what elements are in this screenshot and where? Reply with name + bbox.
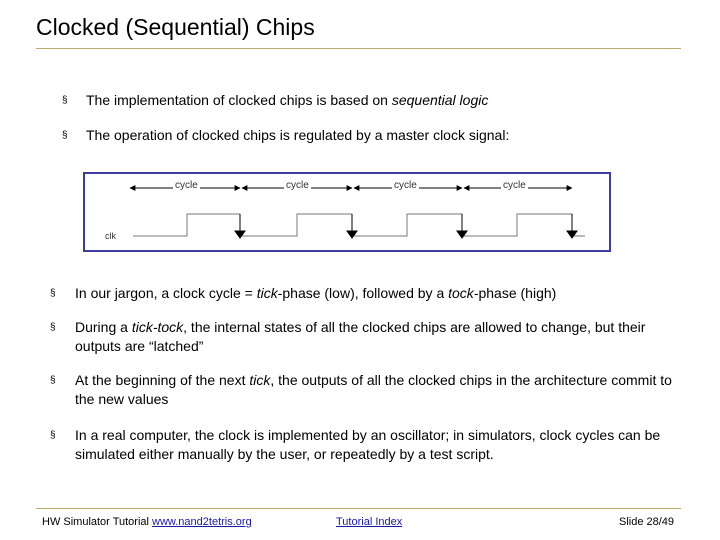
bullet-text-part: , the outputs of all the clocked chips in the architecture commit to the new values [75,372,672,407]
bullet-marker: § [62,130,68,141]
clk-label: clk [105,231,116,241]
bullet-text: The operation of clocked chips is regulated by a master clock signal: [86,127,510,143]
bullet-text-part: In our jargon, a clock cycle = [75,285,257,301]
bullet-item [50,318,690,356]
bullet-marker: § [62,95,68,106]
clock-wave [133,214,585,236]
tick-arrow-icon [347,231,357,238]
cycle-label: cycle [286,180,309,191]
clock-signal-diagram [83,172,611,252]
bullet-item [62,126,509,145]
bullet-item [50,284,690,303]
footer-credit-text: HW Simulator Tutorial [42,516,153,528]
footer-nav [336,516,402,528]
bullet-emphasis: tick [249,372,271,388]
title-divider [36,48,681,49]
footer-divider [36,508,681,509]
tick-arrow-icon [567,231,577,238]
bullet-emphasis: sequential logic [391,92,489,108]
bullet-text [75,318,690,356]
bullet-marker: § [50,430,56,441]
bullet-item [50,371,690,409]
slide-number: Slide 28/49 [619,516,675,528]
bullet-emphasis: tick-tock [131,319,184,335]
bullet-emphasis: tock [448,285,474,301]
slide-title: Clocked (Sequential) Chips [36,14,315,40]
bullet-text-part: The implementation of clocked chips is based on [86,92,392,108]
cycle-label: cycle [175,180,198,191]
tick-arrow-icon [235,231,245,238]
bullet-marker: § [50,375,56,386]
bullet-item [50,426,690,464]
bullet-text-part: During a [75,319,132,335]
clock-waveform [85,174,609,250]
bullet-text [75,284,690,303]
bullet-emphasis: tick [256,285,278,301]
cycle-label: cycle [503,180,526,191]
bullet-text-part: At the beginning of the next [75,372,250,388]
bullet-text-part: , the internal states of all the clocked chips are allowed to change, but their outputs are “latched” [75,319,646,354]
footer-credit [42,516,252,528]
bullet-text-part: -phase (low), followed by a [277,285,449,301]
website-link[interactable]: www.nand2tetris.org [152,516,252,528]
cycle-label: cycle [394,180,417,191]
bullet-text-part: -phase (high) [473,285,557,301]
bullet-text [86,91,488,110]
bullet-text [75,371,690,409]
bullet-text: In a real computer, the clock is implemented by an oscillator; in simulators, clock cycles can be simulated either manually by the user, or repeatedly by a test script. [75,427,661,462]
tick-arrow-icon [457,231,467,238]
tutorial-index-link[interactable]: Tutorial Index [336,516,403,528]
bullet-marker: § [50,322,56,333]
bullet-marker: § [50,288,56,299]
bullet-item [62,91,488,110]
